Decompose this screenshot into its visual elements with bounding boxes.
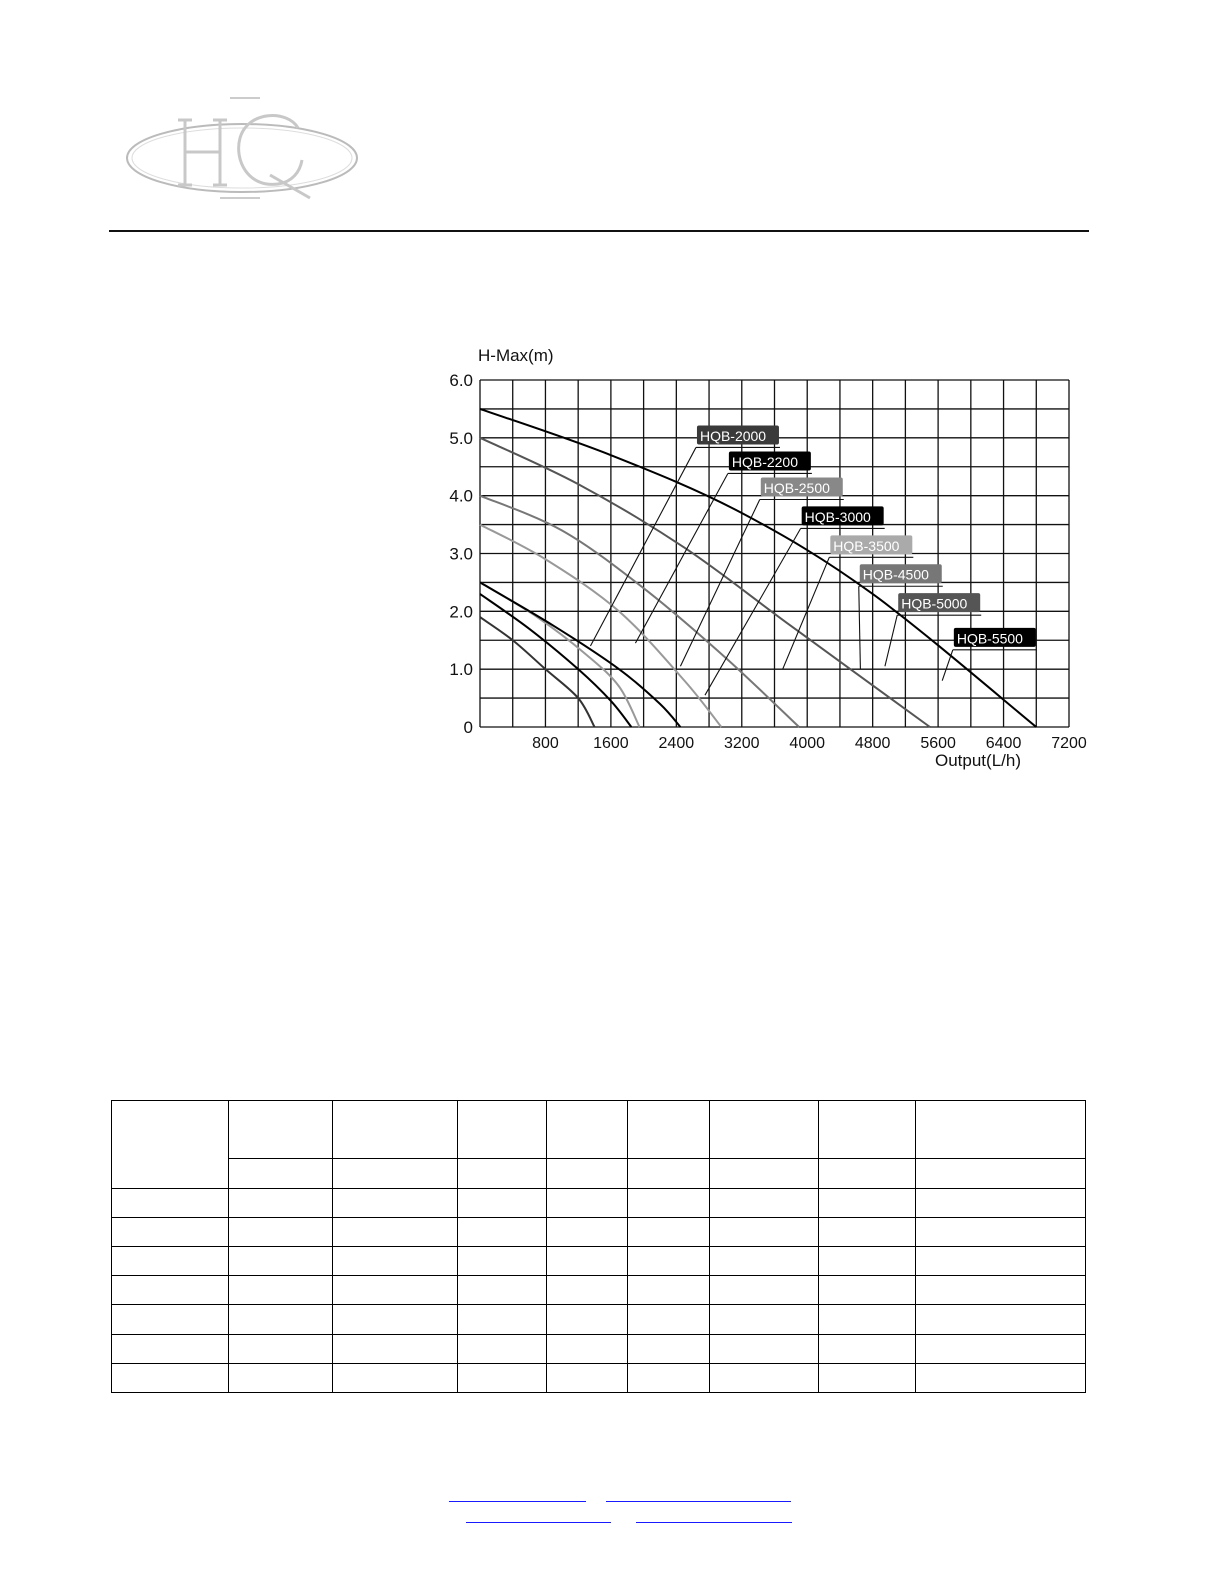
footer-link-4[interactable] — [636, 1522, 792, 1523]
table-row — [112, 1188, 1086, 1217]
company-logo — [120, 80, 365, 205]
table-row — [112, 1305, 1086, 1334]
table-cell — [818, 1217, 915, 1246]
table-cell — [709, 1363, 818, 1392]
table-row — [112, 1159, 1086, 1188]
table-cell — [818, 1188, 915, 1217]
table-row — [112, 1246, 1086, 1275]
y-tick-label: 1.0 — [449, 660, 473, 680]
table-cell — [229, 1276, 333, 1305]
table-cell — [547, 1276, 628, 1305]
y-tick-label: 2.0 — [449, 602, 473, 622]
footer-link-1[interactable] — [449, 1501, 586, 1502]
footer-link-2[interactable] — [606, 1501, 791, 1502]
table-cell — [915, 1246, 1085, 1275]
table-cell — [112, 1217, 229, 1246]
y-axis-label: H-Max(m) — [478, 346, 554, 365]
table-cell — [229, 1217, 333, 1246]
table-cell — [818, 1246, 915, 1275]
table-cell — [547, 1159, 628, 1188]
table-cell — [333, 1188, 458, 1217]
x-tick-label: 3200 — [723, 735, 760, 752]
x-axis-ticks — [532, 735, 1087, 752]
table-cell — [709, 1159, 818, 1188]
table-cell — [458, 1246, 547, 1275]
table-cell — [818, 1159, 915, 1188]
series-label: HQB-3000 — [804, 508, 871, 525]
x-tick-label: 1600 — [593, 735, 629, 752]
table-cell — [818, 1334, 915, 1363]
series-label: HQB-2200 — [731, 453, 799, 470]
table-cell — [333, 1363, 458, 1392]
footer-link-3[interactable] — [466, 1522, 611, 1523]
table-cell — [915, 1159, 1085, 1188]
table-cell — [818, 1363, 915, 1392]
table-cell — [458, 1159, 547, 1188]
table-cell — [229, 1101, 333, 1159]
hq-oval-logo-icon — [120, 80, 365, 205]
table-cell — [547, 1101, 628, 1159]
table-cell — [229, 1159, 333, 1188]
table-cell — [112, 1305, 229, 1334]
x-tick-label: 4800 — [854, 735, 891, 752]
y-tick-label: 3.0 — [449, 544, 473, 564]
table-cell — [547, 1188, 628, 1217]
table-cell — [547, 1246, 628, 1275]
table-cell — [333, 1159, 458, 1188]
table-cell — [818, 1276, 915, 1305]
y-tick-label: 4.0 — [449, 486, 473, 506]
table-cell — [458, 1334, 547, 1363]
table-cell — [229, 1246, 333, 1275]
table-cell — [818, 1101, 915, 1159]
table-cell — [458, 1305, 547, 1334]
table-cell — [709, 1188, 818, 1217]
table-cell — [628, 1159, 709, 1188]
table-cell — [915, 1188, 1085, 1217]
x-tick-label: 7200 — [1051, 735, 1087, 752]
table-row — [112, 1334, 1086, 1363]
table-cell — [915, 1276, 1085, 1305]
spec-table — [111, 1100, 1086, 1393]
series-curve-hqb-2000 — [480, 617, 595, 727]
table-cell — [915, 1305, 1085, 1334]
table-cell — [628, 1101, 709, 1159]
series-label: HQB-2000 — [699, 427, 767, 444]
table-cell — [709, 1101, 818, 1159]
table-row — [112, 1101, 1086, 1159]
table-cell — [547, 1217, 628, 1246]
series-label: HQB-2500 — [763, 479, 830, 496]
table-cell — [229, 1305, 333, 1334]
x-tick-label: 4000 — [789, 735, 826, 752]
x-tick-label: 2400 — [658, 735, 695, 752]
table-cell — [915, 1334, 1085, 1363]
chart-label-leaders — [590, 425, 1036, 695]
table-row — [112, 1276, 1086, 1305]
table-cell — [333, 1246, 458, 1275]
table-cell — [112, 1363, 229, 1392]
leader-line — [859, 586, 861, 669]
table-cell — [333, 1334, 458, 1363]
table-cell — [333, 1217, 458, 1246]
table-row — [112, 1217, 1086, 1246]
table-cell — [458, 1363, 547, 1392]
table-cell — [458, 1276, 547, 1305]
table-cell — [458, 1101, 547, 1159]
table-cell — [628, 1246, 709, 1275]
table-cell — [333, 1305, 458, 1334]
table-row — [112, 1363, 1086, 1392]
table-cell — [229, 1363, 333, 1392]
table-cell — [628, 1363, 709, 1392]
table-cell — [112, 1101, 229, 1189]
table-cell — [333, 1101, 458, 1159]
table-cell — [229, 1188, 333, 1217]
table-cell — [709, 1217, 818, 1246]
table-cell — [458, 1188, 547, 1217]
x-axis-label: Output(L/h) — [935, 751, 1021, 770]
table-cell — [112, 1246, 229, 1275]
table-cell — [628, 1305, 709, 1334]
table-cell — [915, 1217, 1085, 1246]
table-cell — [709, 1305, 818, 1334]
table-cell — [709, 1276, 818, 1305]
leader-line — [635, 473, 727, 643]
x-tick-label: 6400 — [985, 735, 1022, 752]
table-cell — [458, 1217, 547, 1246]
series-curve-hqb-3000 — [480, 582, 680, 727]
table-cell — [547, 1334, 628, 1363]
table-cell — [547, 1363, 628, 1392]
header-divider — [109, 230, 1089, 232]
series-label: HQB-5500 — [956, 630, 1023, 647]
table-cell — [547, 1305, 628, 1334]
table-cell — [709, 1246, 818, 1275]
table-cell — [628, 1188, 709, 1217]
table-cell — [112, 1188, 229, 1217]
series-label: HQB-4500 — [862, 566, 929, 583]
table-cell — [628, 1334, 709, 1363]
y-tick-label: 6.0 — [449, 371, 473, 390]
table-cell — [229, 1334, 333, 1363]
table-cell — [333, 1276, 458, 1305]
series-label: HQB-5000 — [901, 595, 968, 612]
x-tick-label: 5600 — [920, 735, 956, 752]
y-tick-label: 0 — [463, 718, 473, 737]
table-cell — [112, 1334, 229, 1363]
table-cell — [915, 1363, 1085, 1392]
y-tick-label: 5.0 — [449, 428, 473, 448]
y-axis-ticks — [449, 371, 473, 737]
series-label: HQB-3500 — [833, 537, 900, 554]
leader-line — [783, 557, 830, 669]
table-cell — [915, 1101, 1085, 1159]
table-cell — [628, 1276, 709, 1305]
table-cell — [818, 1305, 915, 1334]
leader-line — [942, 650, 953, 681]
table-cell — [709, 1334, 818, 1363]
performance-curve-chart — [430, 335, 1100, 780]
table-cell — [628, 1217, 709, 1246]
x-tick-label: 800 — [532, 735, 559, 752]
table-cell — [112, 1276, 229, 1305]
